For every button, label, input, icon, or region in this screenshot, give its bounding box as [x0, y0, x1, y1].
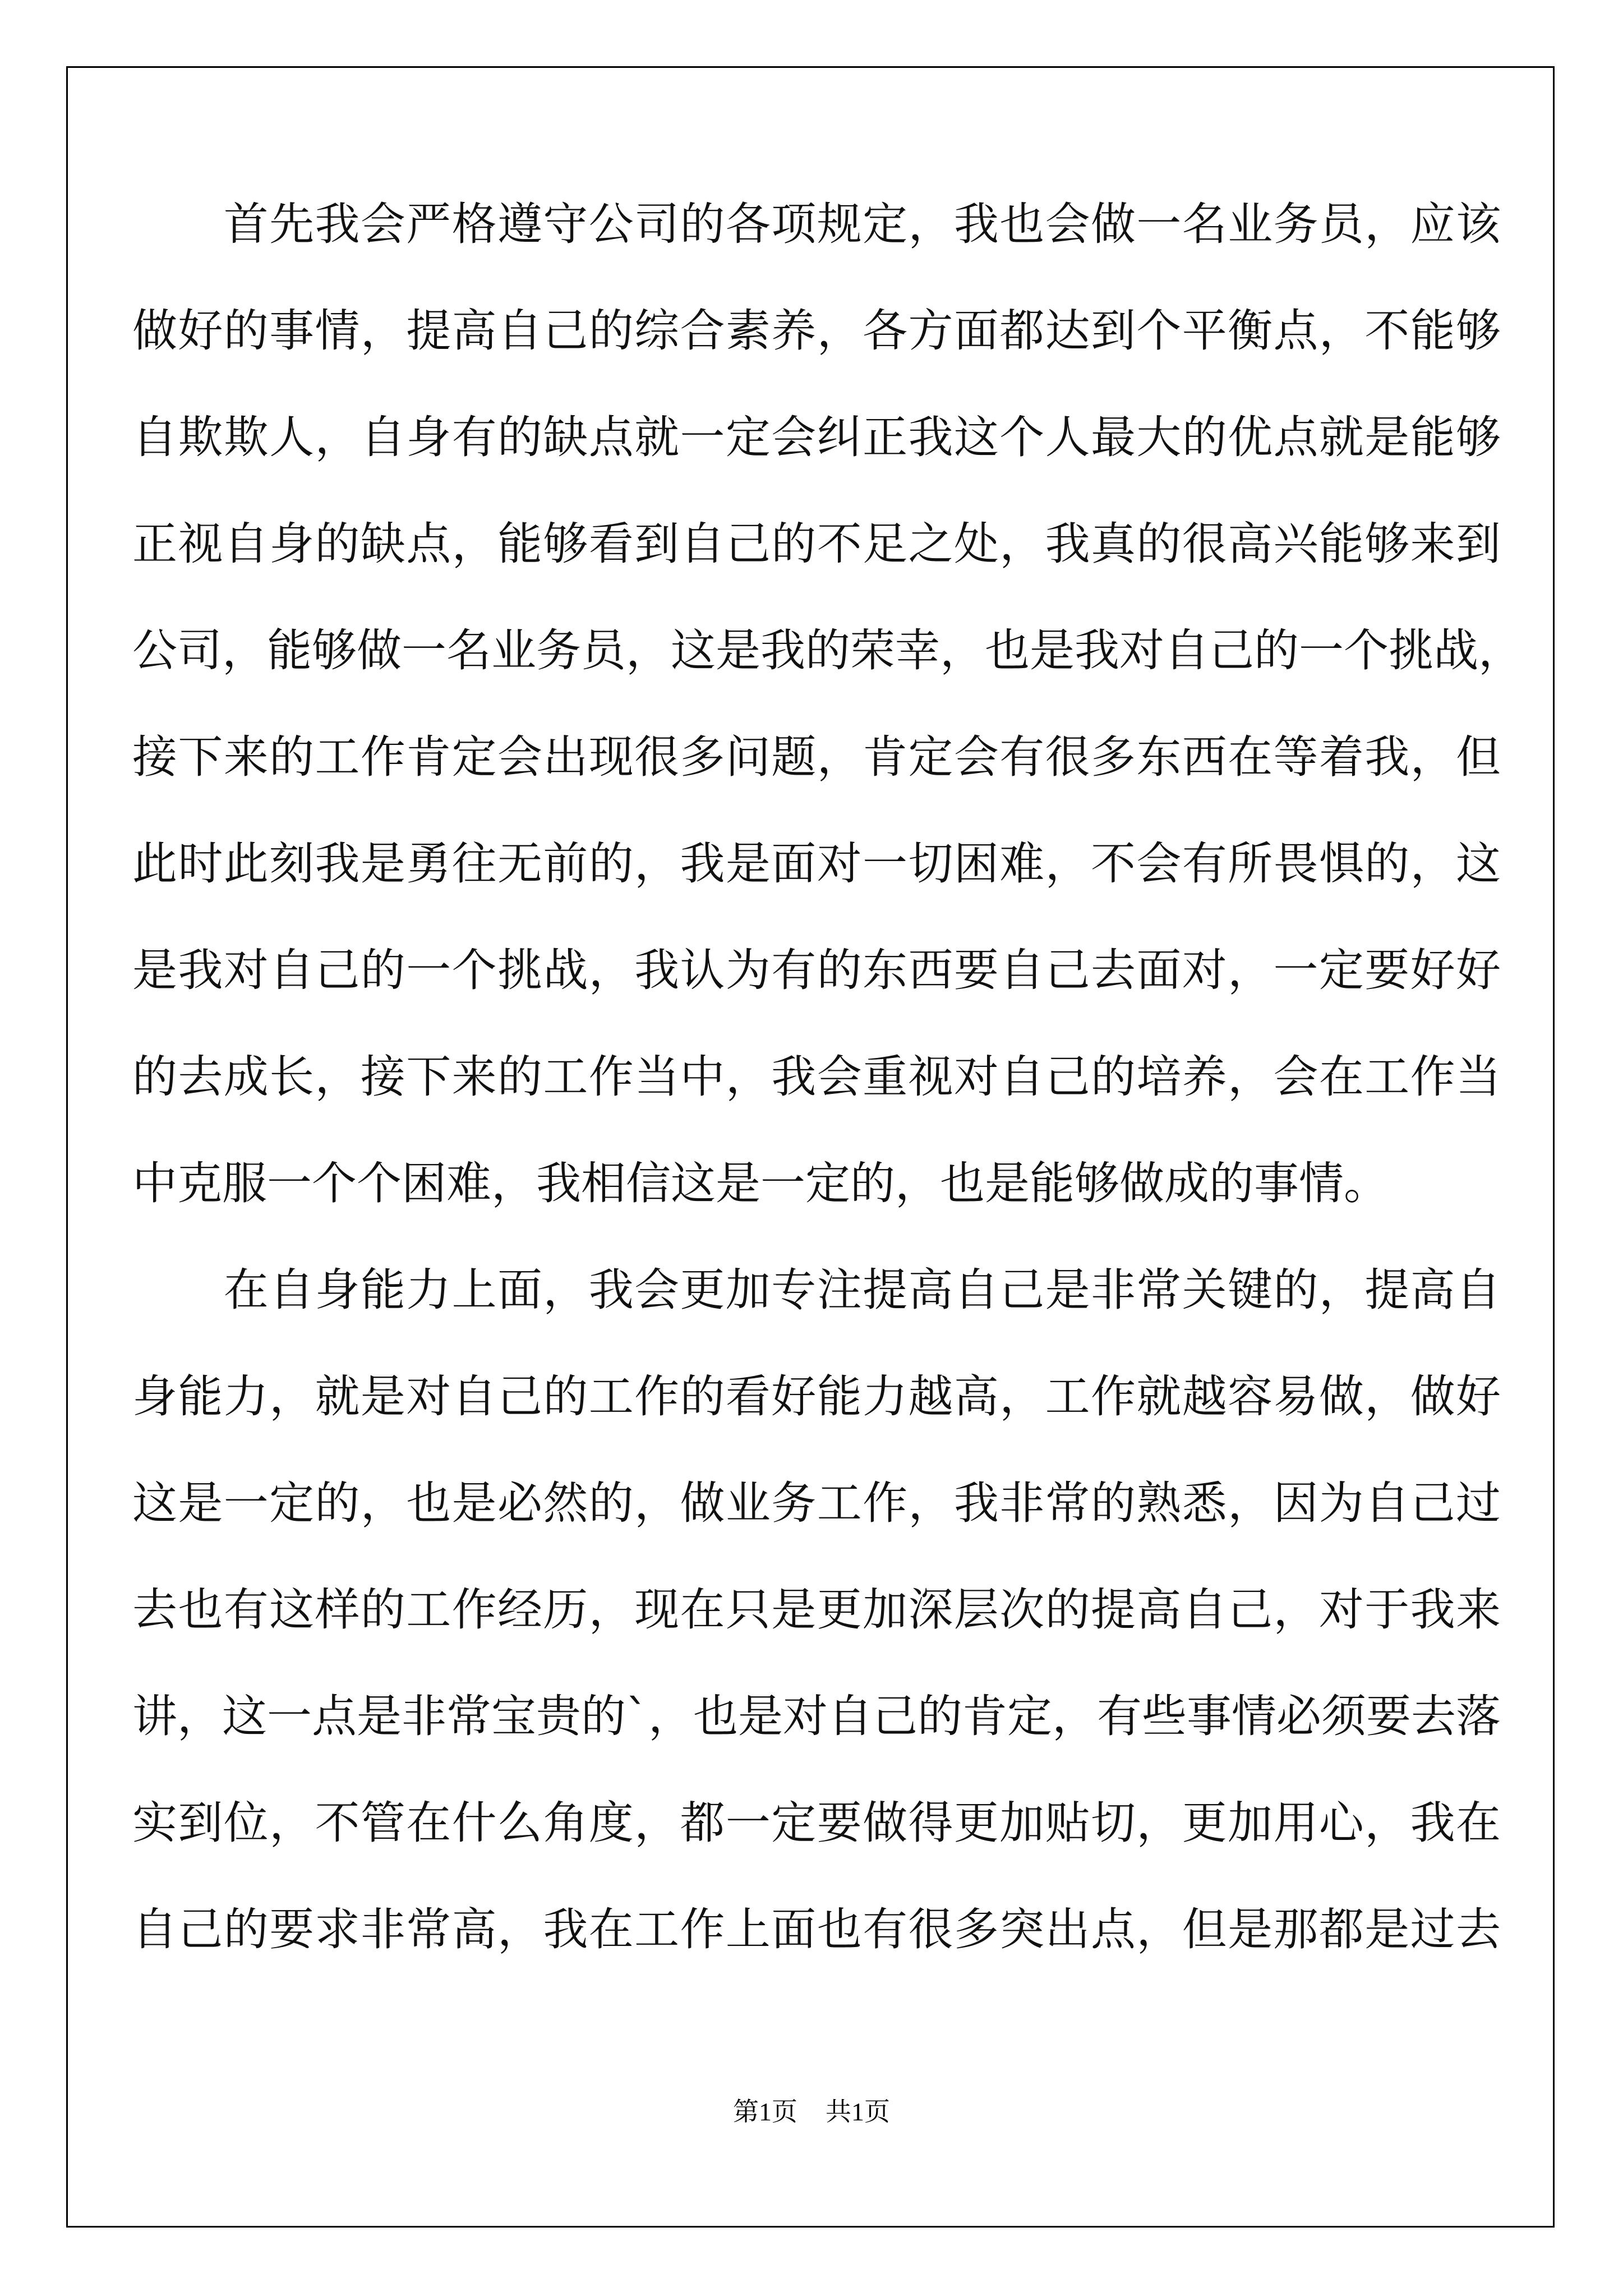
paragraph-1-line-6: 接下来的工作肯定会出现很多问题，肯定会有很多东西在等着我，但: [132, 731, 1501, 783]
paragraph-2-line-4: 去也有这样的工作经历，现在只是更加深层次的提高自己，对于我来: [132, 1584, 1501, 1636]
paragraph-1-line-5: 公司，能够做一名业务员，这是我的荣幸，也是我对自己的一个挑战，: [132, 624, 1523, 677]
paragraph-2-line-3: 这是一定的，也是必然的，做业务工作，我非常的熟悉，因为自己过: [132, 1477, 1501, 1529]
paragraph-1-line-3: 自欺欺人，自身有的缺点就一定会纠正我这个人最大的优点就是能够: [132, 411, 1501, 463]
paragraph-1-line-2: 做好的事情，提高自己的综合素养，各方面都达到个平衡点，不能够: [132, 305, 1501, 357]
page-number-total: 共1页: [826, 2097, 890, 2126]
paragraph-1-line-10: 中克服一个个困难，我相信这是一定的，也是能够做成的事情。: [132, 1157, 1389, 1209]
paragraph-2-line-2: 身能力，就是对自己的工作的看好能力越高，工作就越容易做，做好: [132, 1370, 1501, 1423]
paragraph-2-line-7: 自己的要求非常高，我在工作上面也有很多突出点，但是那都是过去: [132, 1903, 1501, 1955]
paragraph-1-line-4: 正视自身的缺点，能够看到自己的不足之处，我真的很高兴能够来到: [132, 518, 1501, 570]
paragraph-1-line-9: 的去成长，接下来的工作当中，我会重视对自己的培养，会在工作当: [132, 1051, 1501, 1103]
paragraph-2-line-6: 实到位，不管在什么角度，都一定要做得更加贴切，更加用心，我在: [132, 1797, 1501, 1849]
paragraph-2-line-1: 在自身能力上面，我会更加专注提高自己是非常关键的，提高自: [132, 1264, 1501, 1316]
paragraph-2-line-5: 讲，这一点是非常宝贵的`，也是对自己的肯定，有些事情必须要去落: [132, 1690, 1501, 1742]
page-footer: [0, 2095, 1623, 2129]
paragraph-1-line-1: 首先我会严格遵守公司的各项规定，我也会做一名业务员，应该: [132, 198, 1501, 250]
page-number-current: 第1页: [733, 2097, 797, 2126]
document-body: [132, 171, 1523, 1983]
paragraph-1-line-7: 此时此刻我是勇往无前的，我是面对一切困难，不会有所畏惧的，这: [132, 838, 1501, 890]
paragraph-1-line-8: 是我对自己的一个挑战，我认为有的东西要自己去面对，一定要好好: [132, 944, 1501, 996]
